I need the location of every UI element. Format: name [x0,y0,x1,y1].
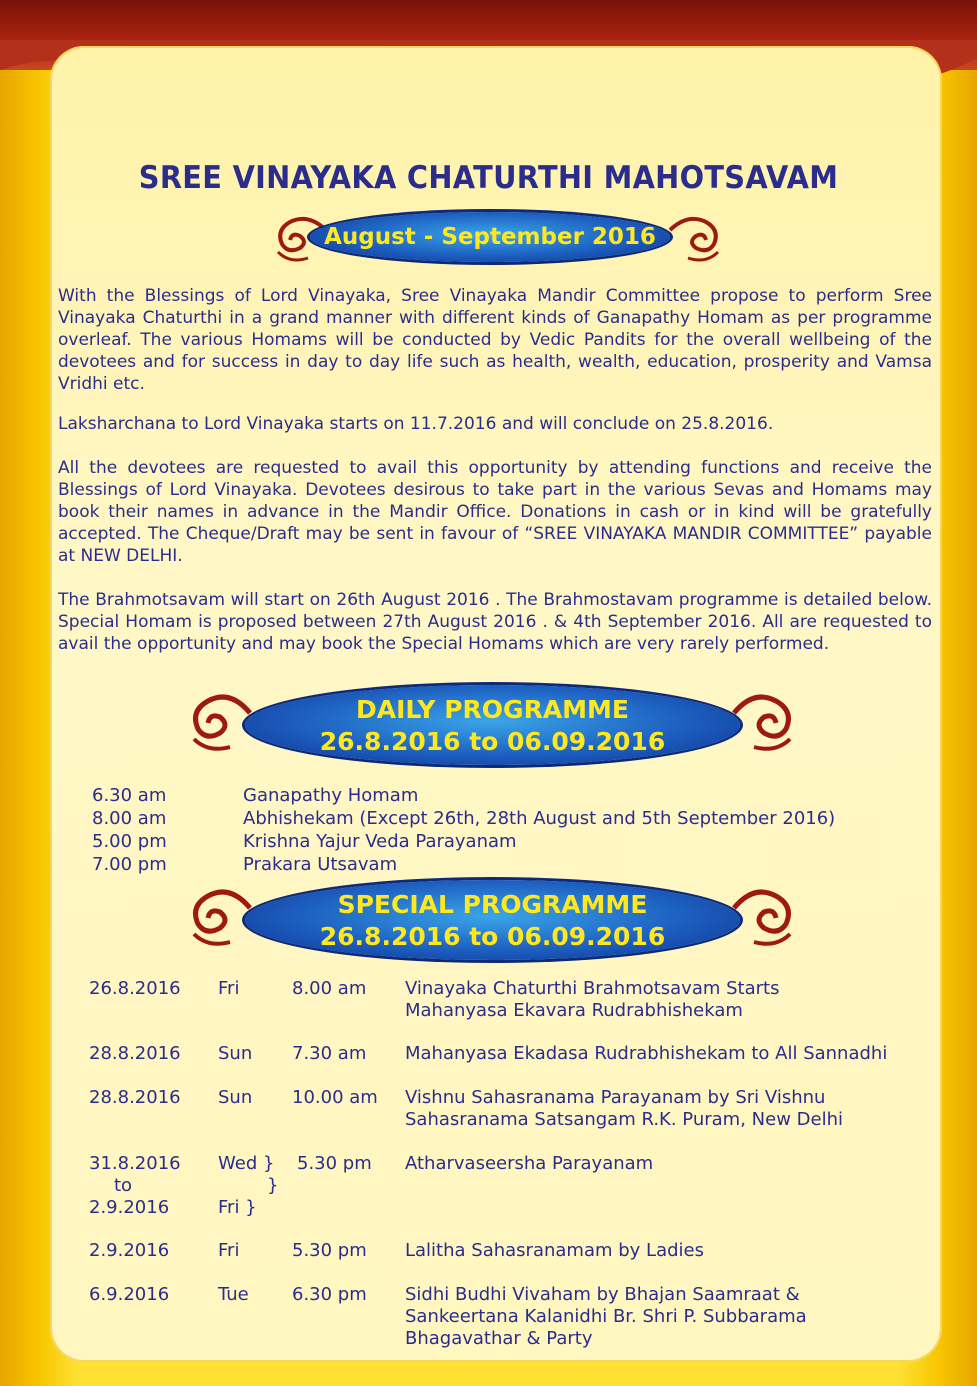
day: Tue [218,1284,249,1305]
day: Fri } [218,1197,257,1218]
event-line: Mahanyasa Ekadasa Rudrabhishekam to All Sannadhi [405,1043,888,1064]
schedule-row [92,853,835,876]
daily-heading: DAILY PROGRAMME [355,695,630,724]
scroll-ornament-right [732,683,802,753]
event-line: Atharvaseersha Parayanam [405,1153,654,1174]
event-line: Lalitha Sahasranamam by Ladies [405,1240,704,1261]
date: 6.9.2016 [89,1284,170,1305]
time: 10.00 am [292,1087,378,1108]
brahmotsavam-paragraph: The Brahmotsavam will start on 26th August 2016 . The Brahmostavam programme is detailed below. Special Homam is proposed between 27th August 2016 . & 4th September 2016. All are requested to avail the opportunity and may book the Special Homams which are very rarely performed. [58,590,932,654]
intro-paragraph: With the Blessings of Lord Vinayaka, Sree Vinayaka Mandir Committee propose to perform Sree Vinayaka Chaturthi in a grand manner with different kinds of Ganapathy Homam as per programme overleaf. The various Homams will be conducted by Vedic Pandits for the overall wellbeing of the devotees and for success in day to day life such as health, wealth, education, prosperity and Vamsa Vridhi etc. [58,286,932,394]
event-line: Vinayaka Chaturthi Brahmotsavam Starts [405,978,780,999]
schedule-row [92,784,835,807]
daily-programme-banner [245,685,740,765]
day: Fri [218,978,240,999]
date: 2.9.2016 [89,1197,170,1218]
time: 8.00 am [92,808,167,829]
schedule-row [92,830,835,853]
brace: } [267,1175,279,1196]
event-line: Mahanyasa Ekavara Rudrabhishekam [405,1000,743,1021]
date: 28.8.2016 [89,1087,181,1108]
event-line: Sankeertana Kalanidhi Br. Shri P. Subbarama [405,1306,807,1327]
page-title: SREE VINAYAKA CHATURTHI MAHOTSAVAM [138,160,839,196]
date: 26.8.2016 [89,978,181,999]
special-heading: SPECIAL PROGRAMME [337,890,648,919]
time: 7.30 am [292,1043,367,1064]
time: 5.30 pm [292,1240,367,1261]
time: 6.30 am [92,785,167,806]
subtitle-text: August - September 2016 [324,224,656,250]
laksharchana-paragraph: Laksharchana to Lord Vinayaka starts on 11.7.2016 and will conclude on 25.8.2016. [58,414,774,434]
event-line: Sahasranama Satsangam R.K. Puram, New Delhi [405,1109,843,1130]
time: 6.30 pm [292,1284,367,1305]
special-dates: 26.8.2016 to 06.09.2016 [319,922,666,951]
special-programme-banner [245,880,740,960]
time: 8.00 am [292,978,367,999]
scroll-ornament-right [668,208,728,262]
event: Abhishekam (Except 26th, 28th August and 5th September 2016) [243,808,836,829]
scroll-ornament-left [182,683,252,753]
day: Wed } [218,1153,275,1174]
date: 28.8.2016 [89,1043,181,1064]
event-line: Bhagavathar & Party [405,1328,593,1349]
daily-dates: 26.8.2016 to 06.09.2016 [319,727,666,756]
scroll-ornament-right [732,878,802,948]
date: 2.9.2016 [89,1240,170,1261]
devotees-paragraph: All the devotees are requested to avail this opportunity by attending functions and receive the Blessings of Lord Vinayaka. Devotees desirous to take part in the various Sevas and Homams may book their names in advance in the Mandir Office. Donations in cash or in kind will be gratefully accepted. The Cheque/Draft may be sent in favour of “SREE VINAYAKA MANDIR COMMITTEE” payable at NEW DELHI. [58,458,932,566]
time: 7.00 pm [92,854,167,875]
date-range-banner [310,212,670,262]
day: Sun [218,1043,253,1064]
event: Prakara Utsavam [243,854,398,875]
time: 5.30 pm [297,1153,372,1174]
date-range-to: to [114,1175,133,1196]
day: Fri [218,1240,240,1261]
scroll-ornament-left [182,878,252,948]
event-line: Sidhi Budhi Vivaham by Bhajan Saamraat & [405,1284,800,1305]
event-line: Vishnu Sahasranama Parayanam by Sri Vishnu [405,1087,826,1108]
event: Krishna Yajur Veda Parayanam [243,831,517,852]
day: Sun [218,1087,253,1108]
date: 31.8.2016 [89,1153,181,1174]
schedule-row [92,807,835,830]
event: Ganapathy Homam [243,785,419,806]
time: 5.00 pm [92,831,167,852]
daily-schedule [92,784,835,876]
